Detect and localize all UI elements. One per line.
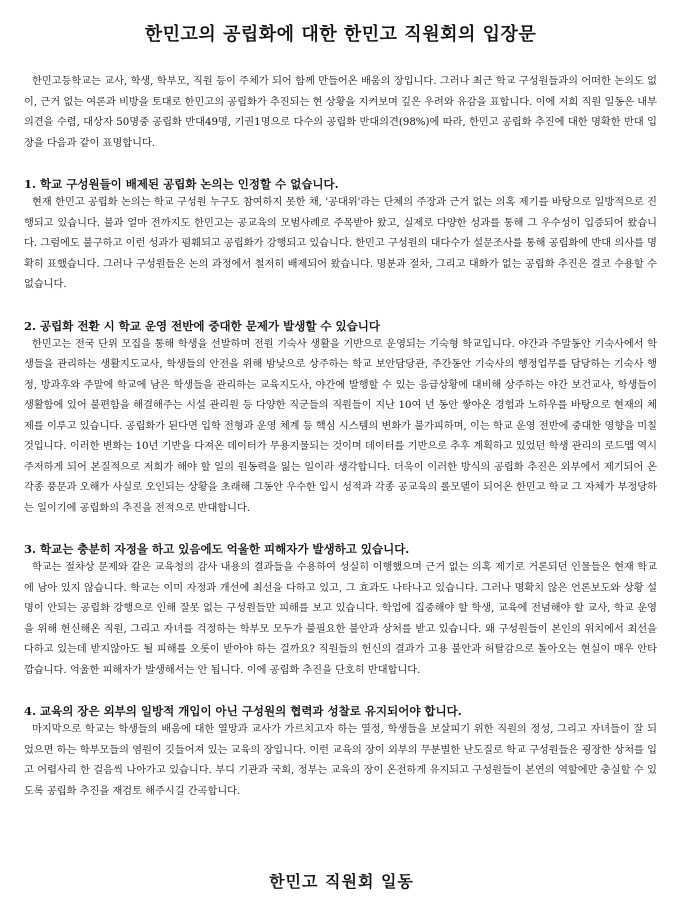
section-2-number: 2. xyxy=(24,318,37,333)
section-4-heading xyxy=(24,703,657,720)
section-3 xyxy=(24,541,657,681)
section-2-heading-text: 공립화 전환 시 학교 운영 전반에 중대한 문제가 발생할 수 있습니다 xyxy=(40,318,380,333)
section-3-heading-text: 학교는 충분히 자정을 하고 있음에도 억울한 피해자가 발생하고 있습니다. xyxy=(40,542,410,556)
section-3-body: 학교는 절차상 문제와 같은 교육청의 감사 내용의 결과들을 수용하여 성실히 이행했으며 근거 없는 의혹 제기로 거론되던 인물들은 현재 학교에 남아 있지 않습니다. 학교는 이미 자정과 개선에 최선을 다하고 있고, 그 효과도 나타나고 있습니다. 그러나 명확치 않은 언론보도와 상황 설명이 안되는 공립화 강행으로 인해 잘못 없는 구성원들만 피해를 보고 있습니다. 학업에 집중해야 할 학생, 교육에 전념해야 할 교사, 학교 운영을 위해 헌신해온 직원, 그리고 자녀를 걱정하는 학부모 모두가 불필요한 불안과 상처를 받고 있습니다. 왜 구성원들이 본인의 위치에서 최선을 다하고 있는데 받지않아도 될 피해를 오롯이 받아야 하는 걸까요? 직원들의 헌신의 결과가 고용 불안과 허탈감으로 돌아오는 현실이 매우 안타깝습니다. 억울한 피해자가 발생해서는 안 됩니다. 이에 공립화 추진을 단호히 반대합니다. xyxy=(24,562,657,676)
section-4-heading-text: 교육의 장은 외부의 일방적 개입이 아닌 구성원의 협력과 성찰로 유지되어야 합니다. xyxy=(40,704,462,718)
section-4-body: 마지막으로 학교는 학생들의 배움에 대한 열망과 교사가 가르치고자 하는 열정, 학생들을 보살피기 위한 직원의 정성, 그리고 자녀들이 잘 되었으면 하는 학부모들의 염원이 깃들어져 있는 교육의 장입니다. 이런 교육의 장이 외부의 무분별한 난도질로 학교 구성원들은 굉장한 상처를 입고 어렵사리 한 걸음씩 나아가고 있습니다. 부디 기관과 국회, 정부는 교육의 장이 온전하게 유지되고 구성원들이 본연의 역할에만 충실할 수 있도록 공립화 추진을 재검토 해주시길 간곡합니다. xyxy=(24,724,657,797)
section-1-heading-text: 학교 구성원들이 배제된 공립화 논의는 인정할 수 없습니다. xyxy=(40,177,339,191)
section-1-body: 현재 한민고 공립화 논의는 학교 구성원 누구도 참여하지 못한 채, '공대위'라는 단체의 주장과 근거 없는 의혹 제기를 바탕으로 일방적으로 진행되고 있습니다. 불과 얼마 전까지도 한민고는 공교육의 모범사례로 주목받아 왔고, 실제로 다양한 성과를 통해 그 우수성이 입증되어 왔습니다. 그럼에도 불구하고 이런 성과가 폄훼되고 공립화가 강행되고 있습니다. 한민고 구성원의 대다수가 설문조사를 통해 공립화에 반대 의사를 명확히 표했습니다. 그러나 구성원들은 논의 과정에서 철저히 배제되어 왔습니다. 명분과 절차, 그리고 대화가 없는 공립화 추진은 결코 수용할 수 없습니다. xyxy=(24,197,657,290)
section-4 xyxy=(24,703,657,802)
document-title: 한민고의 공립화에 대한 한민고 직원회의 입장문 xyxy=(144,24,537,45)
section-1-heading xyxy=(24,176,657,193)
section-2-body: 한민고는 전국 단위 모집을 통해 학생을 선발하며 전원 기숙사 생활을 기반으로 운영되는 기숙형 학교입니다. 야간과 주말동안 기숙사에서 학생들을 관리하는 생활지도교사, 학생들의 안전을 위해 밤낮으로 상주하는 학교 보안담당관, 주간동안 기숙사의 행정업무를 담당하는 기숙사 행정, 방과후와 주말에 학교에 남은 학생들을 관리하는 교육지도사, 야간에 발행할 수 있는 응급상황에 대비해 상주하는 야간 보건교사, 학생들이 생활함에 있어 불편함을 해결해주는 시설 관리원 등 다양한 직군들의 직원들이 지난 10여 년 동안 쌓아온 경험과 노하우를 바탕으로 현재의 체제를 이루고 있습니다. 공립화가 된다면 입학 전형과 운영 체계 등 핵심 시스템의 변화가 불가피하며, 이는 학교 운영 전반에 중대한 영향을 미칠 것입니다. 이러한 변화는 10년 기반을 다져온 데이터가 무용지물되는 것이며 데이터를 기반으로 추후 계획하고 있었던 학생 관리의 로드맵 역시 주저하게 되어 본질적으로 저희가 해야 할 일의 원동력을 잃는 일이라 생각합니다. 더욱이 이러한 방식의 공립화 추진은 외부에서 제기되어 온 각종 풍문과 오해가 사실로 오인되는 상황을 초래해 그동안 우수한 입시 성적과 각종 공교육의 롤모델이 되어온 한민고 학교 그 자체가 부정당하는 일이기에 공립화의 추진을 전적으로 반대합니다. xyxy=(24,338,657,514)
section-3-number: 3. xyxy=(24,542,37,556)
signature: 한민고 직원회 일동 xyxy=(269,872,414,891)
section-1 xyxy=(24,176,657,296)
section-3-heading xyxy=(24,541,657,558)
section-2-heading xyxy=(24,318,657,335)
section-2 xyxy=(24,318,657,520)
intro-paragraph: 한민고등학교는 교사, 학생, 학부모, 직원 등이 주체가 되어 함께 만들어온 배움의 장입니다. 그러나 최근 학교 구성원들과의 어떠한 논의도 없이, 근거 없는 여론과 비방을 토대로 한민고의 공립화가 추진되는 현 상황을 지켜보며 깊은 우려와 유감을 표합니다. 이에 저희 직원 일동은 내부 의견을 수렴, 대상자 50명중 공립화 반대49명, 기권1명으로 다수의 공립화 반대의견(98%)에 따라, 한민고 공립화 추진에 대한 명확한 반대 입장을 다음과 같이 표명합니다. xyxy=(24,76,657,149)
section-4-number: 4. xyxy=(24,704,37,718)
section-1-number: 1. xyxy=(24,177,37,191)
